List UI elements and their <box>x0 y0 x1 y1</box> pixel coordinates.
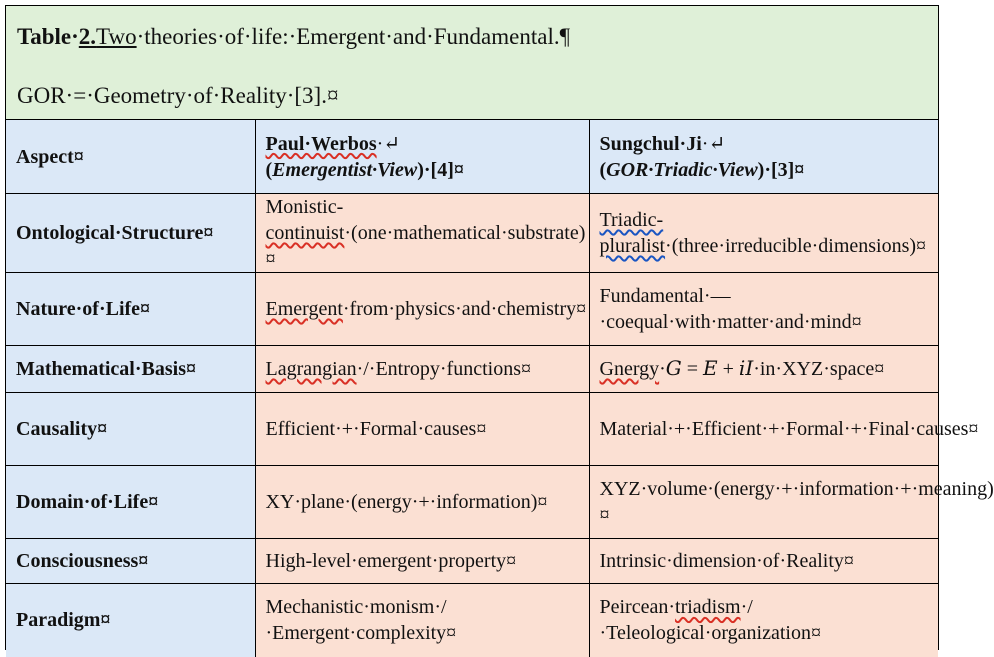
ji-cell <box>589 273 938 346</box>
aspect-cell: Consciousness¤ <box>6 539 255 584</box>
header-col2-return: ·↵ <box>701 132 726 155</box>
cell-text: XYZ·volume·(energy·+·information·+·meaning)¤ <box>599 478 994 526</box>
cell-text: XY·plane·(energy·+·information)¤ <box>265 491 548 513</box>
table-row <box>6 393 938 466</box>
header-col2-name: Sungchul·Ji <box>599 132 702 155</box>
cell-text: ·from·physics·and·chemistry¤ <box>342 298 587 320</box>
cell-text: Triadic-pluralist <box>599 209 666 257</box>
caption-underlined-word: Two <box>96 24 137 49</box>
table-header-row <box>6 120 938 194</box>
comparison-table <box>6 119 994 657</box>
aspect-cell: Nature·of·Life¤ <box>6 273 255 346</box>
cell-text: Material·+·Efficient·+·Formal·+·Final·causes¤ <box>599 418 979 440</box>
header-col1 <box>255 120 589 194</box>
header-col2-open: ( <box>599 158 607 181</box>
cell-text: ·/·Entropy·functions¤ <box>356 358 531 380</box>
cell-text: ·/·Teleological·organization¤ <box>599 596 821 645</box>
ji-cell <box>589 194 938 273</box>
header-col1-name: Paul·Werbos <box>265 132 377 155</box>
table-row <box>6 273 938 346</box>
werbos-cell <box>255 466 589 539</box>
cell-text: High-level·emergent·property¤ <box>265 550 517 572</box>
cell-text: triadism <box>675 596 741 619</box>
ji-cell <box>589 466 994 539</box>
cell-text: Efficient·+·Formal·causes¤ <box>265 418 487 440</box>
header-col1-open: ( <box>265 158 273 181</box>
cell-text: Peircean· <box>599 596 676 619</box>
cell-text: Fundamental·—·coequal·with·matter·and·mind¤ <box>599 285 862 333</box>
cell-text: Mechanistic·monism·/·Emergent·complexity¤ <box>265 596 457 645</box>
table-row <box>6 584 938 657</box>
header-col1-return: ·↵ <box>376 132 401 155</box>
header-aspect: Aspect¤ <box>6 120 255 194</box>
aspect-cell: Causality¤ <box>6 393 255 466</box>
header-col2-view: GOR·Triadic·View <box>606 158 758 181</box>
caption-subtitle: GOR·=·Geometry·of·Reality·[3].¤ <box>17 83 339 108</box>
ji-cell <box>589 393 979 466</box>
cell-text: ·(one·mathematical·substrate)¤ <box>265 222 586 270</box>
table-row <box>6 194 938 273</box>
header-col2-close: )·[3]¤ <box>757 158 805 181</box>
werbos-cell <box>255 346 589 393</box>
table-row <box>6 539 938 584</box>
aspect-cell: Domain·of·Life¤ <box>6 466 255 539</box>
aspect-cell: Mathematical·Basis¤ <box>6 346 255 393</box>
ji-cell <box>589 539 938 584</box>
ji-cell <box>589 584 938 657</box>
table-frame <box>5 5 994 650</box>
cell-text: Lagrangian <box>265 358 357 380</box>
table-caption <box>6 6 938 120</box>
caption-label: Table· <box>17 24 79 49</box>
cell-text: ·(three·irreducible·dimensions)¤ <box>665 235 927 257</box>
caption-number: 2. <box>78 24 97 49</box>
cell-text: Intrinsic·dimension·of·Reality¤ <box>599 550 854 572</box>
table-row <box>6 346 938 393</box>
cell-text: continuist <box>265 222 345 244</box>
cell-text: Emergent <box>265 298 343 320</box>
caption-title <box>17 24 570 50</box>
aspect-cell: Paradigm¤ <box>6 584 255 657</box>
cell-text: ·𝐺 = 𝐸 + 𝑖𝐼·in·XYZ·space¤ <box>659 358 885 380</box>
ji-cell <box>589 346 938 393</box>
werbos-cell <box>255 393 589 466</box>
werbos-cell <box>255 584 589 657</box>
table-row <box>6 466 938 539</box>
header-col1-close: )·[4]¤ <box>417 158 464 181</box>
cell-text: Monistic- <box>265 196 344 218</box>
werbos-cell <box>255 273 589 346</box>
cell-text: Gnergy <box>599 358 660 380</box>
caption-rest: ·theories·of·life:·Emergent·and·Fundamental.¶ <box>136 24 571 49</box>
header-col2 <box>589 120 938 194</box>
aspect-cell: Ontological·Structure¤ <box>6 194 255 273</box>
header-col1-view: Emergentist·View <box>272 158 418 181</box>
werbos-cell <box>255 194 589 273</box>
werbos-cell <box>255 539 589 584</box>
